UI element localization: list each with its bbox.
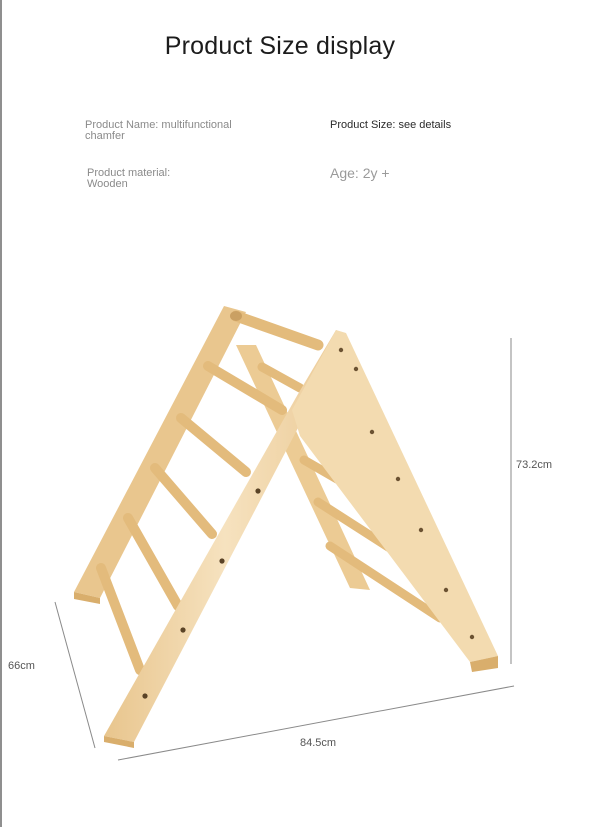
width-dimension-label: 84.5cm bbox=[300, 737, 337, 749]
product-name-label: Product Name: multifunctional bbox=[85, 119, 232, 131]
height-dimension-label: 73.2cm bbox=[516, 459, 553, 471]
product-name-label-continued: chamfer bbox=[85, 130, 125, 142]
product-size-label: Product Size: see details bbox=[330, 119, 452, 131]
age-label: Age: 2y + bbox=[330, 165, 390, 181]
depth-dimension-line bbox=[55, 602, 95, 748]
back-top-rung-end bbox=[230, 311, 242, 321]
product-material-value: Wooden bbox=[87, 178, 128, 190]
depth-dimension-label: 66cm bbox=[8, 660, 35, 672]
page-title: Product Size display bbox=[164, 32, 396, 60]
product-material-label: Product material: bbox=[87, 167, 171, 179]
